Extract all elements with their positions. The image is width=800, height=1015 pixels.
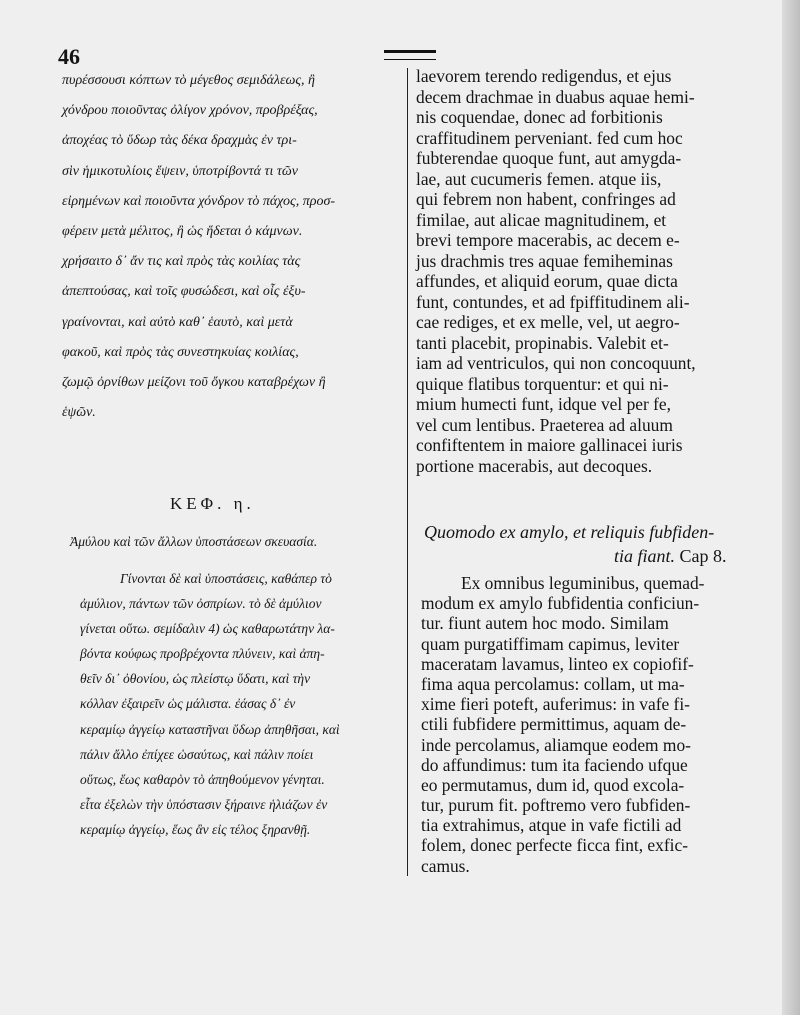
latin-line: laevorem terendo redigendus, et ejus — [416, 66, 672, 86]
latin-column-top — [416, 66, 766, 476]
greek-column-bottom — [80, 566, 400, 842]
greek-line: ἑψῶν. — [62, 405, 96, 421]
latin-line: jus drachmis tres aquae femiheminas — [416, 250, 673, 271]
latin-line: quam purgatiffimam capimus, leviter — [421, 633, 680, 654]
greek-chapter-heading: ΚΕΦ. η. — [170, 494, 255, 513]
greek-column-top — [62, 66, 400, 428]
latin-line: fubterendae quoque funt, aut amygda- — [416, 148, 682, 168]
latin-line: Ex omnibus leguminibus, quemad- — [461, 573, 705, 593]
latin-line: affundes, et aliquid eorum, quae dicta — [416, 271, 678, 291]
latin-line: eo permutamus, dum id, quod excola- — [421, 774, 685, 795]
page-number: 46 — [58, 44, 80, 69]
greek-line: εἶτα ἐξελὼν τὴν ὑπόστασιν ξήραινε ἡλιάζων ἐν — [80, 796, 328, 812]
latin-line: folem, donec perfecte ficca fint, exfic- — [421, 835, 688, 856]
greek-chapter-subtitle: Ἀμύλου καὶ τῶν ἄλλων ὑποστάσεων σκευασία. — [70, 534, 318, 549]
latin-title-line: Quomodo ex amylo, et reliquis fubfiden- — [424, 522, 715, 542]
latin-title-text: tia fiant. — [614, 546, 676, 566]
latin-line: tur, purum fit. poftremo vero fubfiden- — [421, 795, 691, 816]
greek-line: φέρειν μετὰ μέλιτος, ἢ ὡς ἥδεται ὁ κάμνων. — [62, 223, 303, 239]
latin-line: cae rediges, et ex melle, vel, ut aegro- — [416, 312, 680, 332]
greek-line: ζωμῷ ὀρνίθων μείζονι τοῦ ὄγκου καταβρέχων ἢ — [62, 374, 326, 390]
latin-line: vel cum lentibus. Praeterea ad aluum — [416, 414, 673, 435]
greek-line: σὶν ἡμικοτυλίοις ἕψειν, ὑποτρίβοντά τι τῶν — [62, 163, 298, 179]
greek-line: πάλιν ἄλλο ἐπίχεε ὡσαύτως, καὶ πάλιν ποίει — [80, 746, 314, 762]
latin-line: camus. — [421, 855, 470, 876]
latin-line: do affundimus: tum ita faciendo ufque — [421, 754, 688, 775]
greek-line: θεῖν δι᾽ ὀθονίου, ὡς πλείστῳ ὕδατι, καὶ τὴν — [80, 671, 311, 687]
greek-line: φακοῦ, καὶ πρὸς τὰς συνεστηκυίας κοιλίας, — [62, 344, 299, 360]
latin-line: inde percolamus, aliamque eodem mo- — [421, 734, 691, 755]
latin-line: mium humecti funt, idque vel per fe, — [416, 394, 671, 414]
latin-line: confiftentem in maiore gallinacei iuris — [416, 435, 683, 455]
latin-line: nis coquendae, donec ad forbitionis — [416, 107, 663, 127]
latin-line: tia extrahimus, atque in vafe fictili ad — [421, 815, 682, 836]
latin-line: xime fieri poteft, auferimus: in vafe fi- — [421, 694, 690, 715]
latin-line: lae, aut cucumeris femen. atque iis, — [416, 168, 662, 189]
latin-line: fimilae, aut alicae magnitudinem, et — [416, 209, 667, 230]
greek-line: ἀμύλιον, πάντων τῶν ὀσπρίων. τὸ δὲ ἀμύλιον — [80, 596, 322, 612]
latin-line: tanti placebit, propinabis. Valebit et- — [416, 332, 669, 353]
greek-line: πυρέσσουσι κόπτων τὸ μέγεθος σεμιδάλεως, ἢ — [62, 73, 315, 88]
latin-line: craffitudinem perveniant. fed cum hoc — [416, 127, 683, 148]
latin-line: iam ad ventriculos, qui non concoquunt, — [416, 353, 696, 373]
greek-line: εἰρημένων καὶ ποιοῦντα χόνδρον τὸ πάχος, προσ- — [62, 193, 336, 209]
latin-line: maceratam lavamus, linteo ex copiofif- — [421, 653, 694, 674]
greek-line: χρήσαιτο δ᾽ ἄν τις καὶ πρὸς τὰς κοιλίας τὰς — [62, 254, 301, 270]
latin-chapter-title — [424, 520, 764, 568]
latin-line: quique flatibus torquentur: et qui ni- — [416, 373, 669, 394]
latin-line: brevi tempore macerabis, ac decem e- — [416, 230, 680, 250]
greek-line: βόντα κούφως προβρέχοντα πλύνειν, καὶ ἀπη- — [80, 646, 325, 662]
latin-line: modum ex amylo fubfidentia conficiun- — [421, 593, 700, 614]
greek-line: κεραμίῳ ἀγγείῳ καταστῆναι ὕδωρ ἀπηθῆσαι, καὶ — [80, 721, 340, 737]
latin-line: fima aqua percolamus: collam, ut ma- — [421, 673, 685, 694]
column-divider — [407, 68, 408, 876]
greek-line: Γίνονται δὲ καὶ ὑποστάσεις, καθάπερ τὸ — [120, 571, 332, 586]
header-rule — [384, 50, 436, 60]
latin-line: qui febrem non habent, confringes ad — [416, 189, 676, 209]
latin-line: ctili fubfidere permittimus, aquam de- — [421, 714, 687, 735]
greek-line: κεραμίῳ ἀγγείῳ, ἕως ἂν εἰς τέλος ξηρανθῇ. — [80, 821, 311, 837]
latin-title-line — [424, 544, 764, 568]
latin-line: tur. fiunt autem hoc modo. Similam — [421, 613, 669, 634]
greek-line: γραίνονται, καὶ αὐτὸ καθ᾽ ἑαυτὸ, καὶ μετὰ — [62, 314, 293, 330]
greek-line: κόλλαν ἐξαιρεῖν ὡς μάλιστα. ἐάσας δ᾽ ἐν — [80, 696, 296, 712]
greek-line: οὕτως, ἕως καθαρὸν τὸ ἀπηθούμενον γένηται. — [80, 771, 325, 787]
latin-line: decem drachmae in duabus aquae hemi- — [416, 86, 695, 107]
page-edge — [782, 0, 800, 1015]
latin-line: portione macerabis, aut decoques. — [416, 455, 653, 476]
greek-line: γίνεται οὕτω. σεμίδαλιν 4) ὡς καθαρωτάτην λα- — [80, 621, 335, 637]
greek-line: ἀπεπτούσας, καὶ τοῖς φυσώδεσι, καὶ οἷς ἐξυ- — [62, 284, 306, 300]
greek-line: χόνδρου ποιοῦντας ὀλίγον χρόνον, προβρέξας, — [62, 103, 318, 119]
latin-line: funt, contundes, et ad fpiffitudinem ali- — [416, 291, 690, 312]
latin-chapter-label: Cap 8. — [679, 546, 727, 566]
greek-line: ἀποχέας τὸ ὕδωρ τὰς δέκα δραχμὰς ἐν τρι- — [62, 133, 297, 149]
latin-column-bottom — [421, 573, 771, 876]
